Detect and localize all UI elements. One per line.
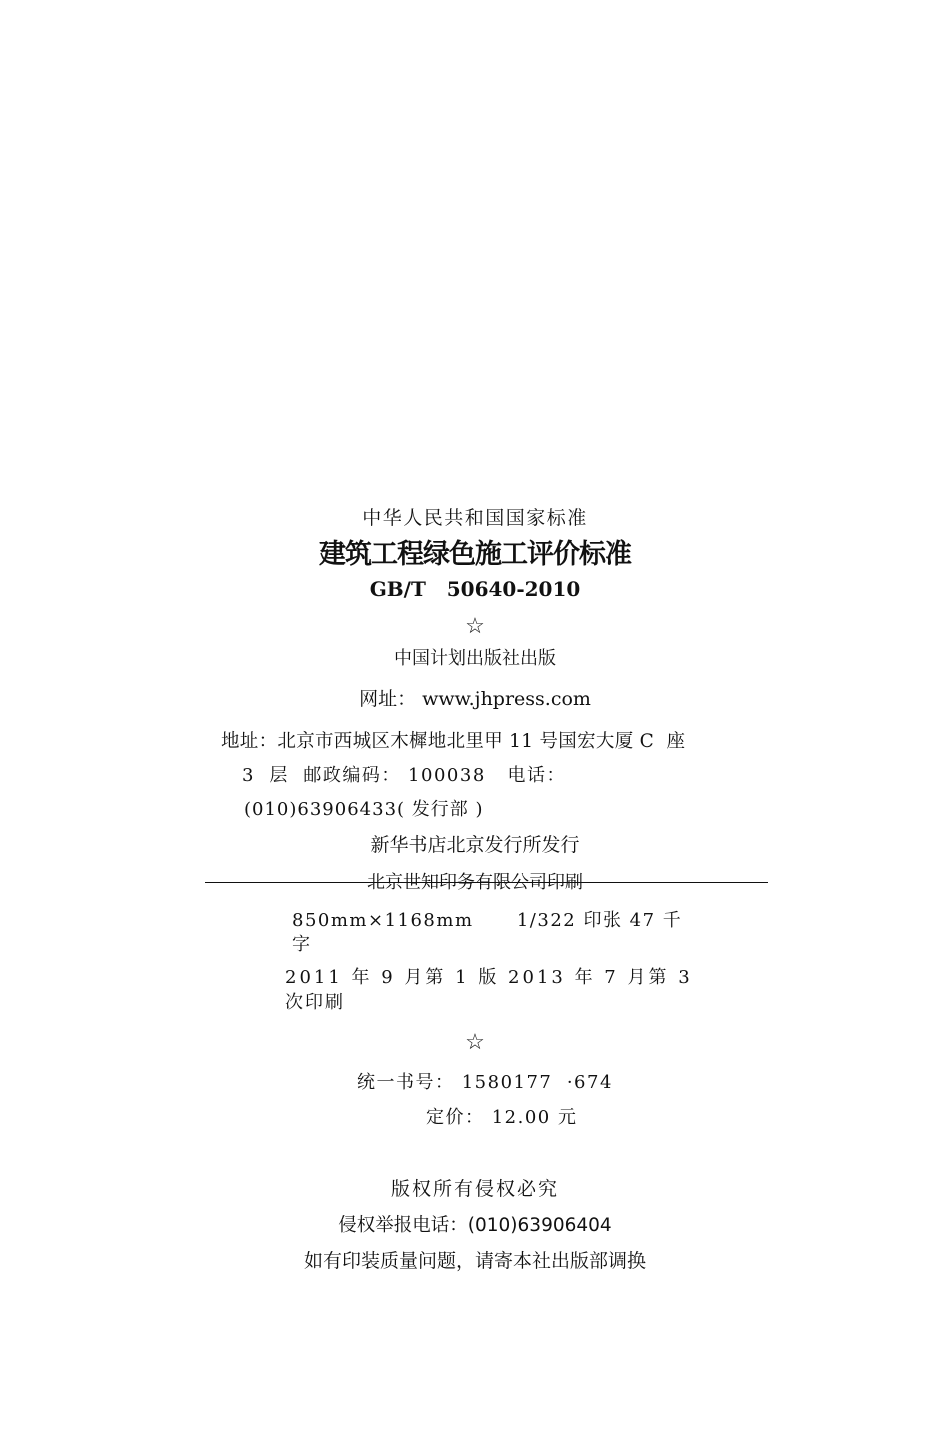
edition-line-1: 2011 年 9 月第 1 版 2013 年 7 月第 3 (285, 967, 693, 988)
copyright-line: 版权所有侵权必究 (390, 1178, 559, 1200)
standard-code: GB/T 50640-2010 (369, 577, 581, 601)
price-line: 定价： 12.00 元 (426, 1107, 578, 1128)
website-line: 网址： www.jhpress.com (359, 688, 591, 710)
printer-line: 北京世知印务有限公司印刷 (367, 872, 583, 893)
hotline-line: 侵权举报电话：(010)63906404 (338, 1215, 612, 1236)
distributor-line: 新华书店北京发行所发行 (370, 834, 580, 856)
star-divider-top: ☆ (465, 614, 485, 639)
star-divider-bottom: ☆ (465, 1030, 485, 1055)
address-line-3: (010)63906433( 发行部 ) (244, 799, 484, 820)
series-header: 中华人民共和国国家标准 (362, 507, 588, 529)
address-line-2: 3 层 邮政编码： 100038 电话： (242, 765, 566, 786)
format-line-2: 字 (292, 934, 310, 955)
publisher-line: 中国计划出版社出版 (394, 648, 556, 669)
page-title: 建筑工程绿色施工评价标准 (319, 539, 631, 570)
edition-line-2: 次印刷 (285, 992, 345, 1013)
format-line-1: 850mm×1168mm 1/322 印张 47 千 (292, 910, 683, 931)
isbn-line: 统一书号： 1580177 ·674 (357, 1072, 613, 1093)
horizontal-rule (205, 882, 768, 883)
address-line-1: 地址：北京市西城区木樨地北里甲 11 号国宏大厦 C 座 (221, 731, 686, 752)
notice-line: 如有印装质量问题，请寄本社出版部调换 (303, 1250, 646, 1272)
